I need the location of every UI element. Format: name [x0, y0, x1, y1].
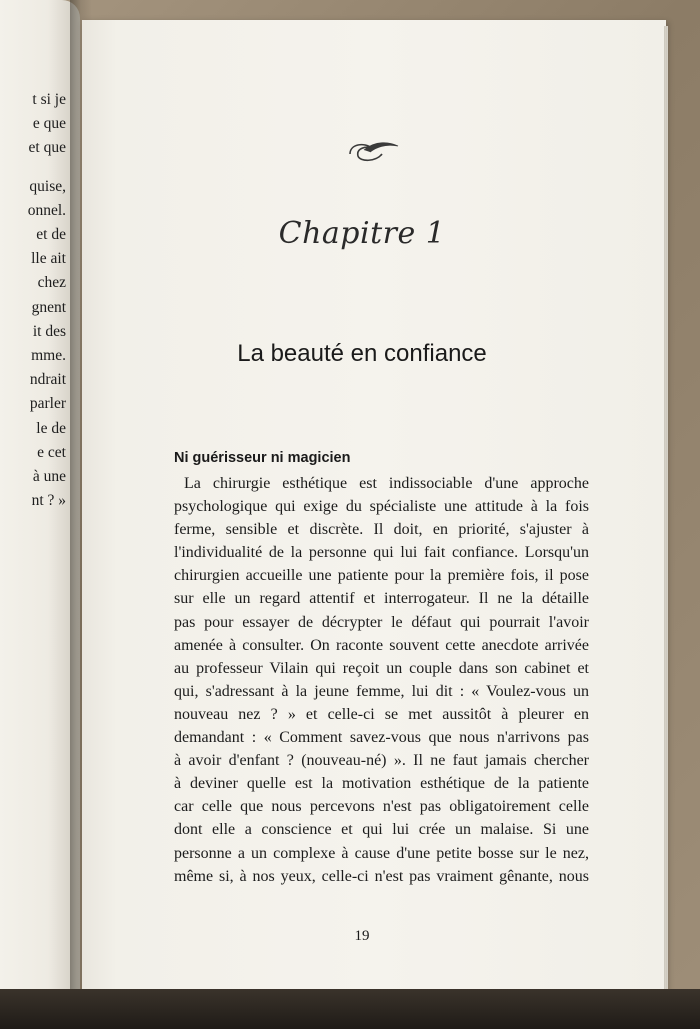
previous-page-line: mme.: [31, 347, 66, 365]
body-line: pas pour essayer de décrypter le défaut qui pourrait l'avoir: [174, 613, 589, 631]
previous-page-line: et de: [36, 226, 66, 244]
previous-page-line: ndrait: [29, 371, 66, 389]
body-line: sur elle un regard attentif et interrogateur. Il ne la détaille: [174, 590, 589, 608]
current-page: [82, 20, 666, 998]
body-line: à avoir d'enfant ? (nouveau-né) ». Il ne faut jamais chercher: [174, 752, 589, 770]
flourish-ornament-icon: [342, 132, 402, 172]
body-line: ferme, sensible et discrète. Il doit, en priorité, s'ajuster à: [174, 521, 589, 539]
body-line: car celle que nous percevons n'est pas obligatoirement celle: [174, 798, 589, 816]
previous-page-line: onnel.: [27, 201, 66, 219]
chapter-heading: Chapitre 1: [278, 216, 446, 251]
body-line: au professeur Vilain qui reçoit un couple dans son cabinet et: [174, 659, 589, 677]
previous-page-line: lle ait: [31, 250, 66, 268]
body-line: psychologique qui exige du spécialiste une attitude à la fois: [174, 498, 589, 516]
previous-page-line: et que: [28, 139, 66, 157]
page-number: 19: [354, 928, 370, 944]
body-line: chirurgien accueille une patiente pour la première fois, il pose: [174, 567, 589, 585]
table-surface: [0, 989, 700, 1029]
page-edge: [664, 26, 668, 996]
body-line: qui, s'adressant à la jeune femme, lui dit : « Voulez-vous un: [174, 682, 589, 700]
body-line: dont elle a conscience et qui lui crée un malaise. Si une: [174, 821, 589, 839]
previous-page-line: gnent: [31, 298, 66, 316]
previous-page-line: parler: [29, 395, 66, 413]
previous-page-line: quise,: [29, 177, 66, 195]
body-line: nouveau nez ? » et celle-ci se met aussitôt à pleurer en: [174, 705, 589, 723]
previous-page-line: nt ? »: [31, 492, 66, 510]
previous-page-text: [0, 88, 66, 513]
body-paragraph: [174, 472, 589, 888]
body-line: l'individualité de la personne qui lui fait confiance. Lorsqu'un: [174, 544, 589, 562]
body-line: amenée à consulter. On raconte souvent cette anecdote arrivée: [174, 636, 589, 654]
body-line: à deviner quelle est la motivation esthétique de la patiente: [174, 775, 589, 793]
previous-page-line: it des: [32, 322, 66, 340]
previous-page-line: à une: [32, 468, 66, 486]
body-line: demandant : « Comment savez-vous que nous n'arrivons pas: [174, 729, 589, 747]
previous-page-line: t si je: [32, 91, 66, 108]
chapter-title: La beauté en confiance: [237, 340, 487, 367]
previous-page: [0, 0, 80, 1005]
body-line: La chirurgie esthétique est indissociable d'une approche: [184, 475, 589, 492]
body-line: même si, à nos yeux, celle-ci n'est pas vraiment gênante, nous: [174, 867, 589, 885]
previous-page-line: e que: [32, 115, 66, 133]
previous-page-line: le de: [36, 419, 66, 437]
body-line: personne a un complexe à cause d'une petite bosse sur le nez,: [174, 844, 589, 862]
previous-page-line: chez: [37, 274, 66, 292]
previous-page-line: e cet: [37, 443, 66, 461]
section-heading: Ni guérisseur ni magicien: [174, 450, 351, 466]
